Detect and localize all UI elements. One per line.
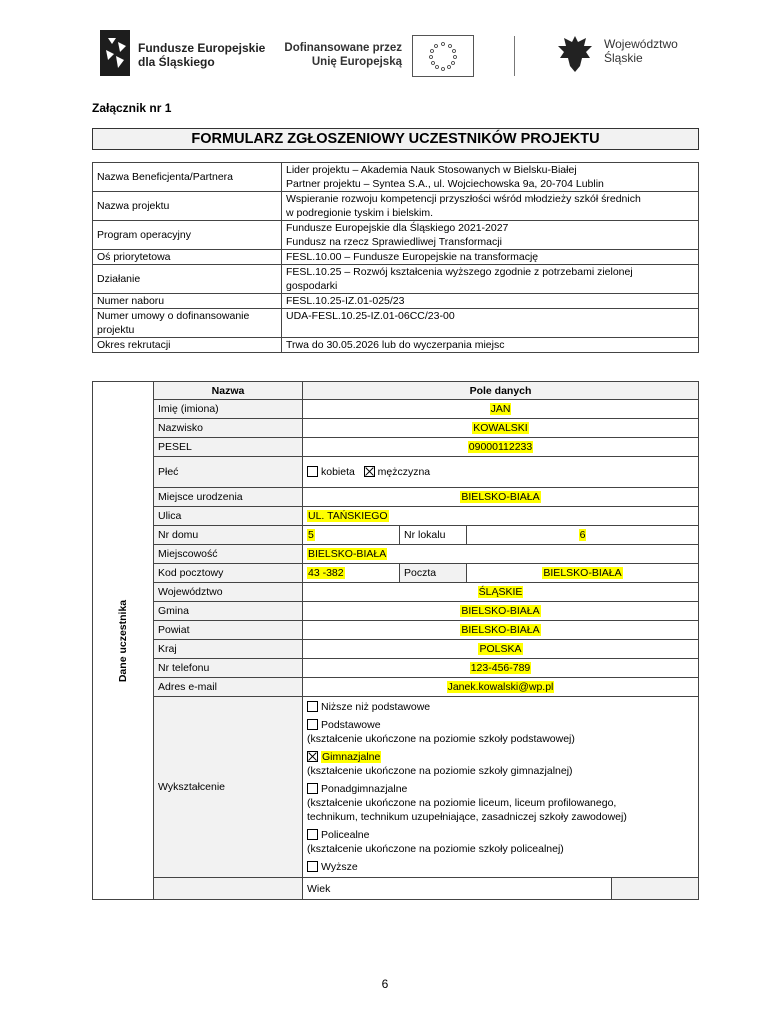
first-name-field[interactable] bbox=[303, 400, 699, 419]
fe-logo-icon bbox=[100, 30, 130, 76]
table-row bbox=[93, 163, 699, 192]
row-label: Nazwa projektu bbox=[93, 192, 282, 221]
last-name-field[interactable] bbox=[303, 419, 699, 438]
postcode-label: Kod pocztowy bbox=[154, 564, 303, 583]
row-label: Program operacyjny bbox=[93, 221, 282, 250]
edu-note-5: (kształcenie ukończone na poziomie szkoły policealnej) bbox=[307, 843, 564, 855]
row-value: UDA-FESL.10.25-IZ.01-06CC/23-00 bbox=[282, 309, 699, 338]
post-value: BIELSKO-BIAŁA bbox=[543, 567, 622, 579]
row-value: FESL.10.00 – Fundusze Europejskie na transformację bbox=[282, 250, 699, 265]
row-value: Wspieranie rozwoju kompetencji przyszłości wśród młodzieży szkół średnich w podregionie tyskim i bielskim. bbox=[282, 192, 699, 221]
table-row bbox=[93, 265, 699, 294]
city-field[interactable] bbox=[303, 545, 699, 564]
education-field bbox=[303, 697, 699, 878]
email-field[interactable] bbox=[303, 678, 699, 697]
table-row bbox=[93, 457, 699, 488]
table-row bbox=[93, 678, 699, 697]
county-value: BIELSKO-BIAŁA bbox=[461, 624, 540, 636]
col-name-header: Nazwa bbox=[154, 382, 303, 400]
email-label: Adres e-mail bbox=[154, 678, 303, 697]
row-label: Nazwa Beneficjenta/Partnera bbox=[93, 163, 282, 192]
table-row bbox=[93, 659, 699, 678]
table-row bbox=[93, 621, 699, 640]
region-text: Województwo Śląskie bbox=[604, 37, 678, 65]
table-row bbox=[93, 192, 699, 221]
county-field[interactable] bbox=[303, 621, 699, 640]
edu-note-2: (kształcenie ukończone na poziomie szkoły podstawowej) bbox=[307, 733, 575, 745]
section-label-cell bbox=[93, 382, 154, 900]
male-checkbox[interactable] bbox=[364, 466, 375, 477]
commune-value: BIELSKO-BIAŁA bbox=[461, 605, 540, 617]
row-value: Trwa do 30.05.2026 lub do wyczerpania miejsc bbox=[282, 338, 699, 353]
edu-option-5: Policealne bbox=[321, 829, 370, 841]
postcode-value: 43 -382 bbox=[308, 567, 344, 579]
postcode-field[interactable] bbox=[303, 564, 400, 583]
col-data-header: Pole danych bbox=[303, 382, 699, 400]
edu-checkbox-1[interactable] bbox=[307, 701, 318, 712]
pesel-label: PESEL bbox=[154, 438, 303, 457]
edu-option-1: Niższe niż podstawowe bbox=[321, 701, 431, 713]
flat-label: Nr lokalu bbox=[400, 526, 467, 545]
table-row bbox=[93, 488, 699, 507]
eu-cofinance-text: Dofinansowane przez Unię Europejską bbox=[284, 42, 402, 68]
row-value: Lider projektu – Akademia Nauk Stosowanych w Bielsku-Białej Partner projektu – Syntea S.A., ul. Wojciechowska 9a, 20-704 Lublin bbox=[282, 163, 699, 192]
email-value: Janek.kowalski@wp.pl bbox=[447, 681, 554, 693]
table-row bbox=[93, 640, 699, 659]
female-option-label: kobieta bbox=[321, 466, 355, 478]
first-name-value: JAN bbox=[490, 403, 511, 415]
eu-flag-icon bbox=[412, 35, 474, 77]
attachment-label: Załącznik nr 1 bbox=[92, 101, 172, 115]
age-label-empty bbox=[154, 878, 303, 900]
post-field[interactable] bbox=[467, 564, 699, 583]
commune-field[interactable] bbox=[303, 602, 699, 621]
phone-label: Nr telefonu bbox=[154, 659, 303, 678]
age-label: Wiek bbox=[303, 878, 612, 900]
table-row bbox=[93, 338, 699, 353]
voivodeship-value: ŚLĄSKIE bbox=[478, 586, 523, 598]
pesel-field[interactable] bbox=[303, 438, 699, 457]
house-field[interactable] bbox=[303, 526, 400, 545]
county-label: Powiat bbox=[154, 621, 303, 640]
edu-option-2: Podstawowe bbox=[321, 719, 381, 731]
street-value: UL. TAŃSKIEGO bbox=[308, 510, 388, 522]
section-label: Dane uczestnika bbox=[117, 599, 129, 682]
table-row bbox=[93, 221, 699, 250]
table-row bbox=[93, 697, 699, 878]
phone-field[interactable] bbox=[303, 659, 699, 678]
birthplace-label: Miejsce urodzenia bbox=[154, 488, 303, 507]
birthplace-value: BIELSKO-BIAŁA bbox=[461, 491, 540, 503]
post-label: Poczta bbox=[400, 564, 467, 583]
male-option-label: mężczyzna bbox=[377, 466, 431, 478]
sex-field bbox=[303, 457, 699, 488]
fe-logo-text: Fundusze Europejskie dla Śląskiego bbox=[138, 41, 266, 69]
edu-option-6: Wyższe bbox=[321, 861, 358, 873]
female-checkbox[interactable] bbox=[307, 466, 318, 477]
sex-label: Płeć bbox=[154, 457, 303, 488]
voivodeship-field[interactable] bbox=[303, 583, 699, 602]
age-field[interactable] bbox=[612, 878, 699, 900]
table-row bbox=[93, 309, 699, 338]
last-name-label: Nazwisko bbox=[154, 419, 303, 438]
table-row bbox=[93, 438, 699, 457]
table-row bbox=[93, 419, 699, 438]
last-name-value: KOWALSKI bbox=[473, 422, 528, 434]
participant-table bbox=[92, 381, 699, 900]
edu-note-3: (kształcenie ukończone na poziomie szkoły gimnazjalnej) bbox=[307, 765, 573, 777]
country-field[interactable] bbox=[303, 640, 699, 659]
flat-value: 6 bbox=[579, 529, 586, 541]
table-row bbox=[93, 526, 699, 545]
row-label: Numer umowy o dofinansowanie projektu bbox=[93, 309, 282, 338]
first-name-label: Imię (imiona) bbox=[154, 400, 303, 419]
edu-checkbox-2[interactable] bbox=[307, 719, 318, 730]
row-value: FESL.10.25-IZ.01-025/23 bbox=[282, 294, 699, 309]
commune-label: Gmina bbox=[154, 602, 303, 621]
education-label: Wykształcenie bbox=[154, 697, 303, 878]
birthplace-field[interactable] bbox=[303, 488, 699, 507]
edu-checkbox-3[interactable] bbox=[307, 751, 318, 762]
voivodeship-label: Województwo bbox=[154, 583, 303, 602]
table-row bbox=[93, 564, 699, 583]
flat-field[interactable] bbox=[467, 526, 699, 545]
city-label: Miejscowość bbox=[154, 545, 303, 564]
header-divider bbox=[514, 36, 515, 76]
page-number: 6 bbox=[381, 977, 389, 991]
table-row bbox=[93, 294, 699, 309]
row-label: Numer naboru bbox=[93, 294, 282, 309]
house-label: Nr domu bbox=[154, 526, 303, 545]
edu-option-4: Ponadgimnazjalne bbox=[321, 783, 408, 795]
table-row bbox=[93, 602, 699, 621]
country-label: Kraj bbox=[154, 640, 303, 659]
country-value: POLSKA bbox=[479, 643, 522, 655]
street-field[interactable] bbox=[303, 507, 699, 526]
edu-checkbox-4[interactable] bbox=[307, 783, 318, 794]
edu-note-4a: (kształcenie ukończone na poziomie liceum, liceum profilowanego, bbox=[307, 797, 617, 809]
table-row bbox=[93, 507, 699, 526]
street-label: Ulica bbox=[154, 507, 303, 526]
pesel-value: 09000112233 bbox=[468, 441, 533, 453]
table-row bbox=[93, 878, 699, 900]
house-value: 5 bbox=[308, 529, 314, 541]
phone-value: 123-456-789 bbox=[470, 662, 531, 674]
table-row bbox=[93, 250, 699, 265]
edu-checkbox-5[interactable] bbox=[307, 829, 318, 840]
row-label: Działanie bbox=[93, 265, 282, 294]
city-value: BIELSKO-BIAŁA bbox=[308, 548, 387, 560]
edu-checkbox-6[interactable] bbox=[307, 861, 318, 872]
silesia-eagle-icon bbox=[556, 34, 594, 74]
table-header-row bbox=[93, 382, 699, 400]
row-label: Oś priorytetowa bbox=[93, 250, 282, 265]
edu-option-3: Gimnazjalne bbox=[322, 751, 381, 763]
form-title: FORMULARZ ZGŁOSZENIOWY UCZESTNIKÓW PROJEKTU bbox=[92, 128, 699, 150]
row-value: FESL.10.25 – Rozwój kształcenia wyższego zgodnie z potrzebami zielonej gospodarki bbox=[282, 265, 699, 294]
project-info-table bbox=[92, 162, 699, 353]
table-row bbox=[93, 400, 699, 419]
table-row bbox=[93, 583, 699, 602]
row-label: Okres rekrutacji bbox=[93, 338, 282, 353]
table-row bbox=[93, 545, 699, 564]
row-value: Fundusze Europejskie dla Śląskiego 2021-2027 Fundusz na rzecz Sprawiedliwej Transformacji bbox=[282, 221, 699, 250]
edu-note-4b: technikum, technikum uzupełniające, zasadniczej szkoły zawodowej) bbox=[307, 811, 627, 823]
